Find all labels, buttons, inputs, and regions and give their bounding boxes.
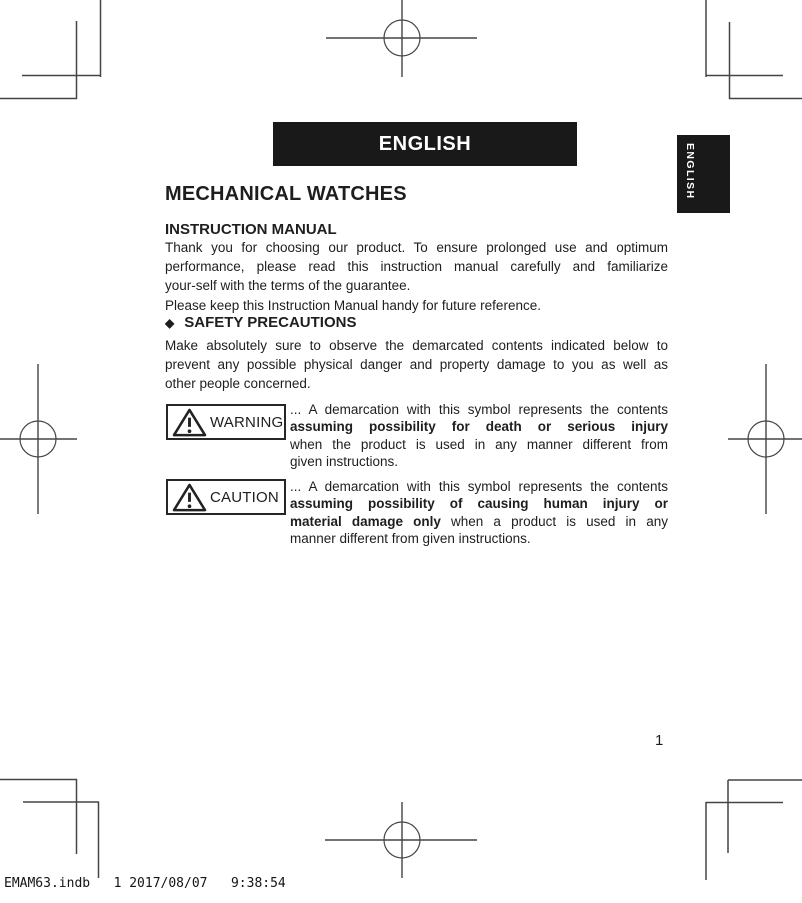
- warning-label: WARNING: [210, 413, 284, 431]
- text-line: [165, 296, 668, 315]
- safety-paragraph: [165, 336, 668, 394]
- caution-notice: [165, 478, 668, 547]
- text-segment: ... A demarcation with this symbol represents the contents: [290, 402, 668, 417]
- text-line: [165, 257, 668, 276]
- text-line: [290, 418, 668, 435]
- safety-precautions-heading: [165, 314, 356, 331]
- caution-text: [290, 478, 668, 547]
- caution-label: CAUTION: [210, 488, 279, 506]
- text-segment: when a product is used in any: [440, 513, 668, 529]
- text-segment: when the product is used in any manner different from: [290, 436, 668, 452]
- text-segment: prevent any possible physical danger and property damage to you as well as: [165, 357, 668, 373]
- bold-text-segment: material damage only: [290, 513, 441, 529]
- text-line: [290, 436, 668, 453]
- text-segment: ... A demarcation with this symbol represents the contents: [290, 479, 668, 494]
- text-segment: Please keep this Instruction Manual handy for future reference.: [165, 297, 541, 313]
- intro-paragraph: [165, 238, 668, 315]
- warning-notice: [165, 401, 668, 470]
- instruction-manual-heading: INSTRUCTION MANUAL: [165, 221, 337, 238]
- text-line: [165, 336, 668, 355]
- text-segment: manner different from given instructions.: [290, 530, 531, 546]
- safety-heading-label: SAFETY PRECAUTIONS: [184, 314, 357, 331]
- language-side-tab: [677, 135, 730, 213]
- text-line: [290, 530, 668, 547]
- bold-text-segment: assuming possibility for death or serious injury: [290, 419, 668, 435]
- text-segment: Thank you for choosing our product. To ensure prolonged use and optimum: [165, 240, 668, 255]
- text-line: [290, 495, 668, 512]
- text-segment: Make absolutely sure to observe the demarcated contents indicated below to: [165, 338, 668, 353]
- text-segment: given instructions.: [290, 453, 399, 469]
- text-segment: performance, please read this instruction manual carefully and familiarize: [165, 259, 668, 275]
- warning-box: [166, 404, 286, 440]
- language-banner: [273, 122, 577, 166]
- text-line: [165, 276, 668, 295]
- text-segment: other people concerned.: [165, 376, 311, 392]
- print-footer: EMAM63.indb 1 2017/08/07 9:38:54: [4, 876, 286, 891]
- text-line: [165, 374, 668, 393]
- text-line: [290, 401, 668, 418]
- text-segment: your-self with the terms of the guarantee.: [165, 278, 411, 294]
- warning-text: [290, 401, 668, 470]
- text-line: [165, 238, 668, 257]
- text-line: [290, 478, 668, 495]
- bold-text-segment: assuming possibility of causing human injury or: [290, 496, 668, 512]
- text-line: [165, 355, 668, 374]
- caution-box: [166, 479, 286, 515]
- page-title: MECHANICAL WATCHES: [165, 183, 407, 205]
- page-number: 1: [655, 732, 664, 749]
- banner-label: ENGLISH: [378, 132, 472, 155]
- text-line: [290, 453, 668, 470]
- side-tab-label: ENGLISH: [684, 143, 696, 200]
- text-line: [290, 513, 668, 530]
- warning-triangle-icon: [172, 407, 207, 438]
- diamond-bullet-icon: ◆: [165, 315, 175, 330]
- caution-triangle-icon: [172, 482, 207, 513]
